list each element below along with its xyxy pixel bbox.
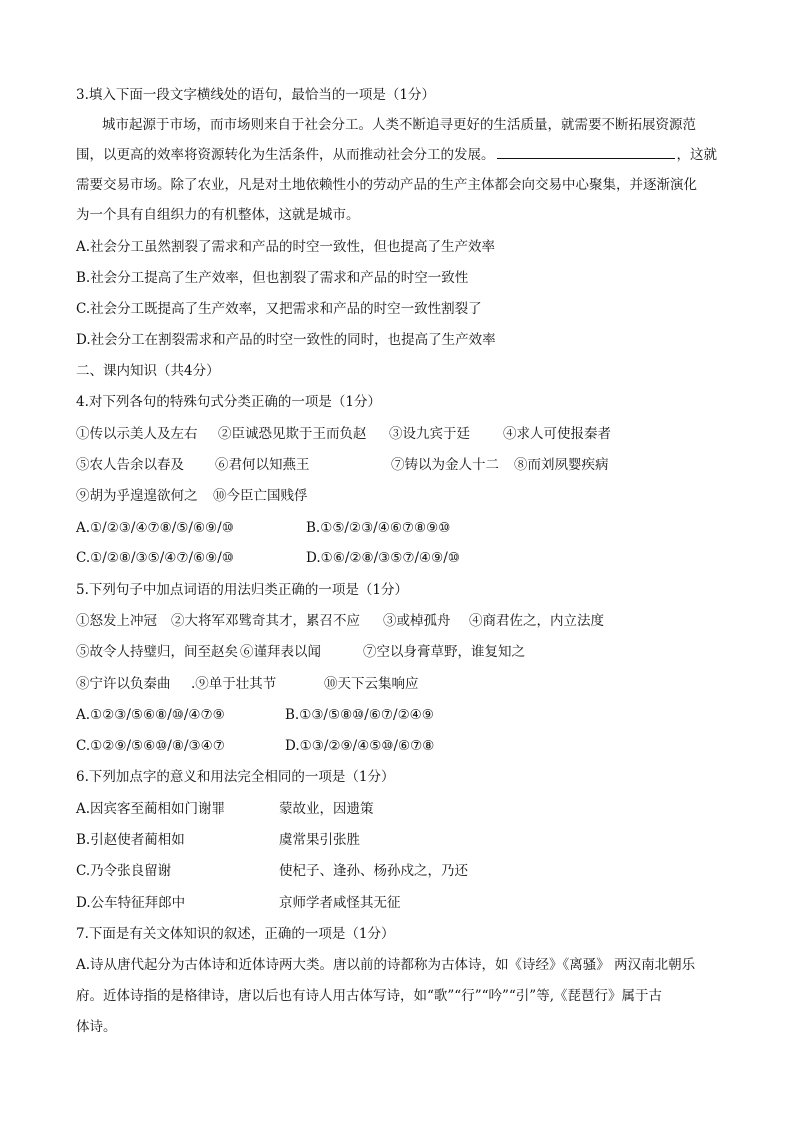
q5-item: ③或棹孤舟 bbox=[383, 613, 451, 629]
q4-item: ③设九宾于廷 bbox=[389, 426, 470, 442]
q7-option-a-line-2: 府。近体诗指的是格律诗，唐以后也有诗人用古体写诗，如“歌”“行”“吟”“引”等,《琵琶行》属于古 bbox=[76, 988, 663, 1004]
q7-option-a-line-3: 体诗。 bbox=[76, 1019, 117, 1035]
q5-item: .⑨单于壮其节 bbox=[191, 676, 277, 692]
q6-option-left: A.因宾客至蔺相如门谢罪 bbox=[76, 801, 226, 817]
q6-option-left: C.乃令张良留谢 bbox=[76, 863, 172, 879]
q4-item: ⑤农人告余以春及 bbox=[76, 457, 184, 473]
q6-stem: 6.下列加点字的意义和用法完全相同的一项是（1分） bbox=[76, 769, 395, 785]
fill-in-blank bbox=[497, 145, 675, 159]
q3-passage-line-4: 为一个具有自组织力的有机整体，这就是城市。 bbox=[76, 207, 360, 223]
q4-option-b: B.①⑤/②③/④⑥⑦⑧⑨⑩ bbox=[306, 520, 451, 536]
section-heading: 二、课内知识（共4分） bbox=[76, 363, 220, 379]
q4-item: ④求人可使报秦者 bbox=[503, 426, 611, 442]
q4-item: ⑨胡为乎遑遑欲何之 bbox=[76, 488, 198, 504]
q5-option-c: C.①②⑨/⑤⑥⑩/⑧/③④⑦ bbox=[76, 738, 225, 754]
q6-option-right: 使杞子、逢孙、杨孙戍之，乃还 bbox=[279, 863, 468, 879]
q7-option-a-line-1: A.诗从唐代起分为古体诗和近体诗两大类。唐以前的诗都称为古体诗，如《诗经》《离骚》 两汉南北朝乐 bbox=[76, 957, 696, 973]
q5-item: ④商君佐之，内立法度 bbox=[469, 613, 604, 629]
q3-passage-line-1: 城市起源于市场，而市场则来自于社会分工。人类不断追寻更好的生活质量，就需要不断拓展资源范 bbox=[102, 117, 696, 133]
q3-passage-line-2a: 围，以更高的效率将资源转化为生活条件，从而推动社会分工的发展。 bbox=[76, 147, 495, 163]
q5-item: ⑩天下云集响应 bbox=[324, 676, 419, 692]
q6-option-right: 虞常果引张胜 bbox=[279, 832, 360, 848]
q4-stem: 4.对下列各句的特殊句式分类正确的一项是（1分） bbox=[76, 394, 381, 410]
q3-passage-line-2b: ，这就 bbox=[676, 147, 717, 163]
q5-item: ①怒发上冲冠 bbox=[76, 613, 157, 629]
q3-stem: 3.填入下面一段文字横线处的语句，最恰当的一项是（1分） bbox=[76, 87, 435, 103]
q6-option-left: D.公车特征拜郎中 bbox=[76, 895, 186, 911]
q4-item: ⑧而刘夙婴疾病 bbox=[514, 457, 609, 473]
q4-option-a: A.①/②③/④⑦⑧/⑤/⑥⑨/⑩ bbox=[76, 520, 234, 536]
q3-option-b: B.社会分工提高了生产效率，但也割裂了需求和产品的时空一致性 bbox=[76, 270, 469, 286]
q4-item: ①传以示美人及左右 bbox=[76, 426, 198, 442]
q5-option-b: B.①③/⑤⑧⑩/⑥⑦/②④⑨ bbox=[285, 707, 434, 723]
q3-passage-line-3: 需要交易市场。除了农业，凡是对土地依赖性小的劳动产品的生产主体都会向交易中心聚集，并逐渐演化 bbox=[76, 177, 697, 193]
q3-option-a: A.社会分工虽然割裂了需求和产品的时空一致性，但也提高了生产效率 bbox=[76, 239, 496, 255]
q4-option-d: D.①⑥/②⑧/③⑤⑦/④⑨/⑩ bbox=[306, 550, 460, 566]
q5-item: ⑥谨拜表以闻 bbox=[240, 644, 321, 660]
q5-item: ⑧宁许以负秦曲 bbox=[76, 676, 171, 692]
q4-item: ⑥君何以知燕王 bbox=[215, 457, 310, 473]
q7-stem: 7.下面是有关文体知识的叙述，正确的一项是（1分） bbox=[76, 926, 395, 942]
q5-option-d: D.①③/②⑨/④⑤⑩/⑥⑦⑧ bbox=[285, 738, 435, 754]
q4-option-c: C.①/②⑧/③⑤/④⑦/⑥⑨/⑩ bbox=[76, 550, 234, 566]
q3-option-c: C.社会分工既提高了生产效率，又把需求和产品的时空一致性割裂了 bbox=[76, 301, 482, 317]
q3-passage-line-2 bbox=[76, 145, 717, 165]
q4-item: ②臣诚恐见欺于王而负赵 bbox=[218, 426, 367, 442]
q4-item: ⑦铸以为金人十二 bbox=[391, 457, 499, 473]
q5-item: ②大将军邓骘奇其才，累召不应 bbox=[171, 613, 360, 629]
q5-item: ⑤故令人持璧归，间至赵矣 bbox=[76, 644, 238, 660]
q6-option-right: 京师学者咸怪其无征 bbox=[279, 895, 401, 911]
q5-option-a: A.①②③/⑤⑥⑧/⑩/④⑦⑨ bbox=[76, 707, 225, 723]
q6-option-left: B.引赵使者蔺相如 bbox=[76, 832, 185, 848]
q3-option-d: D.社会分工在割裂需求和产品的时空一致性的同时，也提高了生产效率 bbox=[76, 332, 496, 348]
q6-option-right: 蒙故业，因遗策 bbox=[279, 801, 374, 817]
q5-item: ⑦空以身膏草野，谁复知之 bbox=[363, 644, 525, 660]
q4-item: ⑩今臣亡国贱俘 bbox=[213, 488, 308, 504]
q5-stem: 5.下列句子中加点词语的用法归类正确的一项是（1分） bbox=[76, 582, 408, 598]
